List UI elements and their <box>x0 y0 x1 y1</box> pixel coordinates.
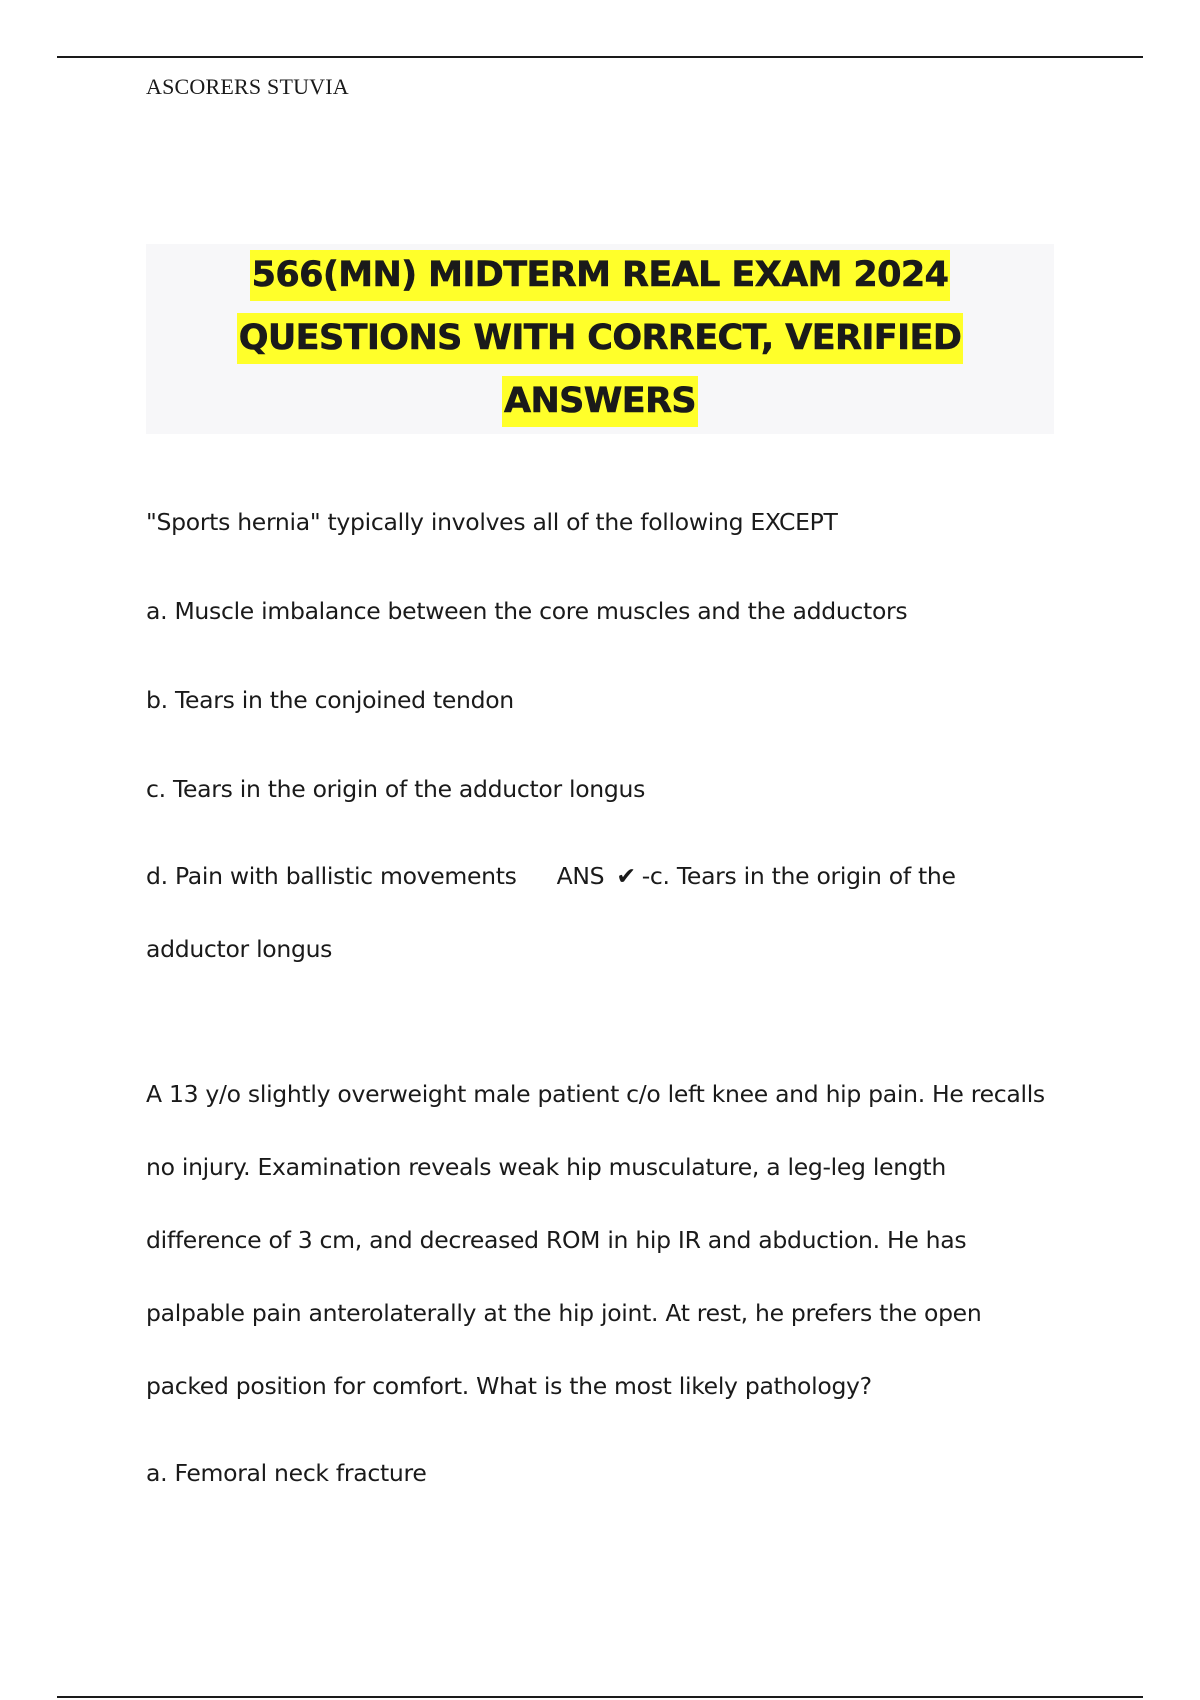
question-2-option-a: a. Femoral neck fracture <box>146 1459 427 1487</box>
question-2-stem-line-5: packed position for comfort. What is the most likely pathology? <box>146 1372 872 1400</box>
page-header: ASCORERS STUVIA <box>146 74 349 99</box>
question-2-stem-line-4: palpable pain anterolaterally at the hip joint. At rest, he prefers the open <box>146 1299 982 1327</box>
answer-text-line-2: adductor longus <box>146 935 333 963</box>
title-line-3: ANSWERS <box>502 376 698 427</box>
question-1-option-d: d. Pain with ballistic movements <box>146 862 517 890</box>
title-line-2: QUESTIONS WITH CORRECT, VERIFIED <box>237 313 964 364</box>
question-2-stem-line-1: A 13 y/o slightly overweight male patient c/o left knee and hip pain. He recalls <box>146 1080 1045 1108</box>
question-1-option-c: c. Tears in the origin of the adductor longus <box>146 775 646 803</box>
question-1-option-b: b. Tears in the conjoined tendon <box>146 686 514 714</box>
question-1-stem: "Sports hernia" typically involves all of the following EXCEPT <box>146 508 838 536</box>
check-mark-icon: ✔ <box>616 862 636 890</box>
question-1-option-d-line <box>146 862 956 890</box>
question-2-stem-line-2: no injury. Examination reveals weak hip musculature, a leg-leg length <box>146 1153 946 1181</box>
title-line-1: 566(MN) MIDTERM REAL EXAM 2024 <box>250 250 951 301</box>
document-title <box>146 244 1054 434</box>
bottom-rule <box>57 1696 1143 1698</box>
question-2-stem-line-3: difference of 3 cm, and decreased ROM in hip IR and abduction. He has <box>146 1226 967 1254</box>
answer-text-line-1: -c. Tears in the origin of the <box>641 862 956 890</box>
answer-label: ANS <box>556 862 605 890</box>
top-rule <box>57 56 1143 58</box>
question-1-option-a: a. Muscle imbalance between the core muscles and the adductors <box>146 597 908 625</box>
